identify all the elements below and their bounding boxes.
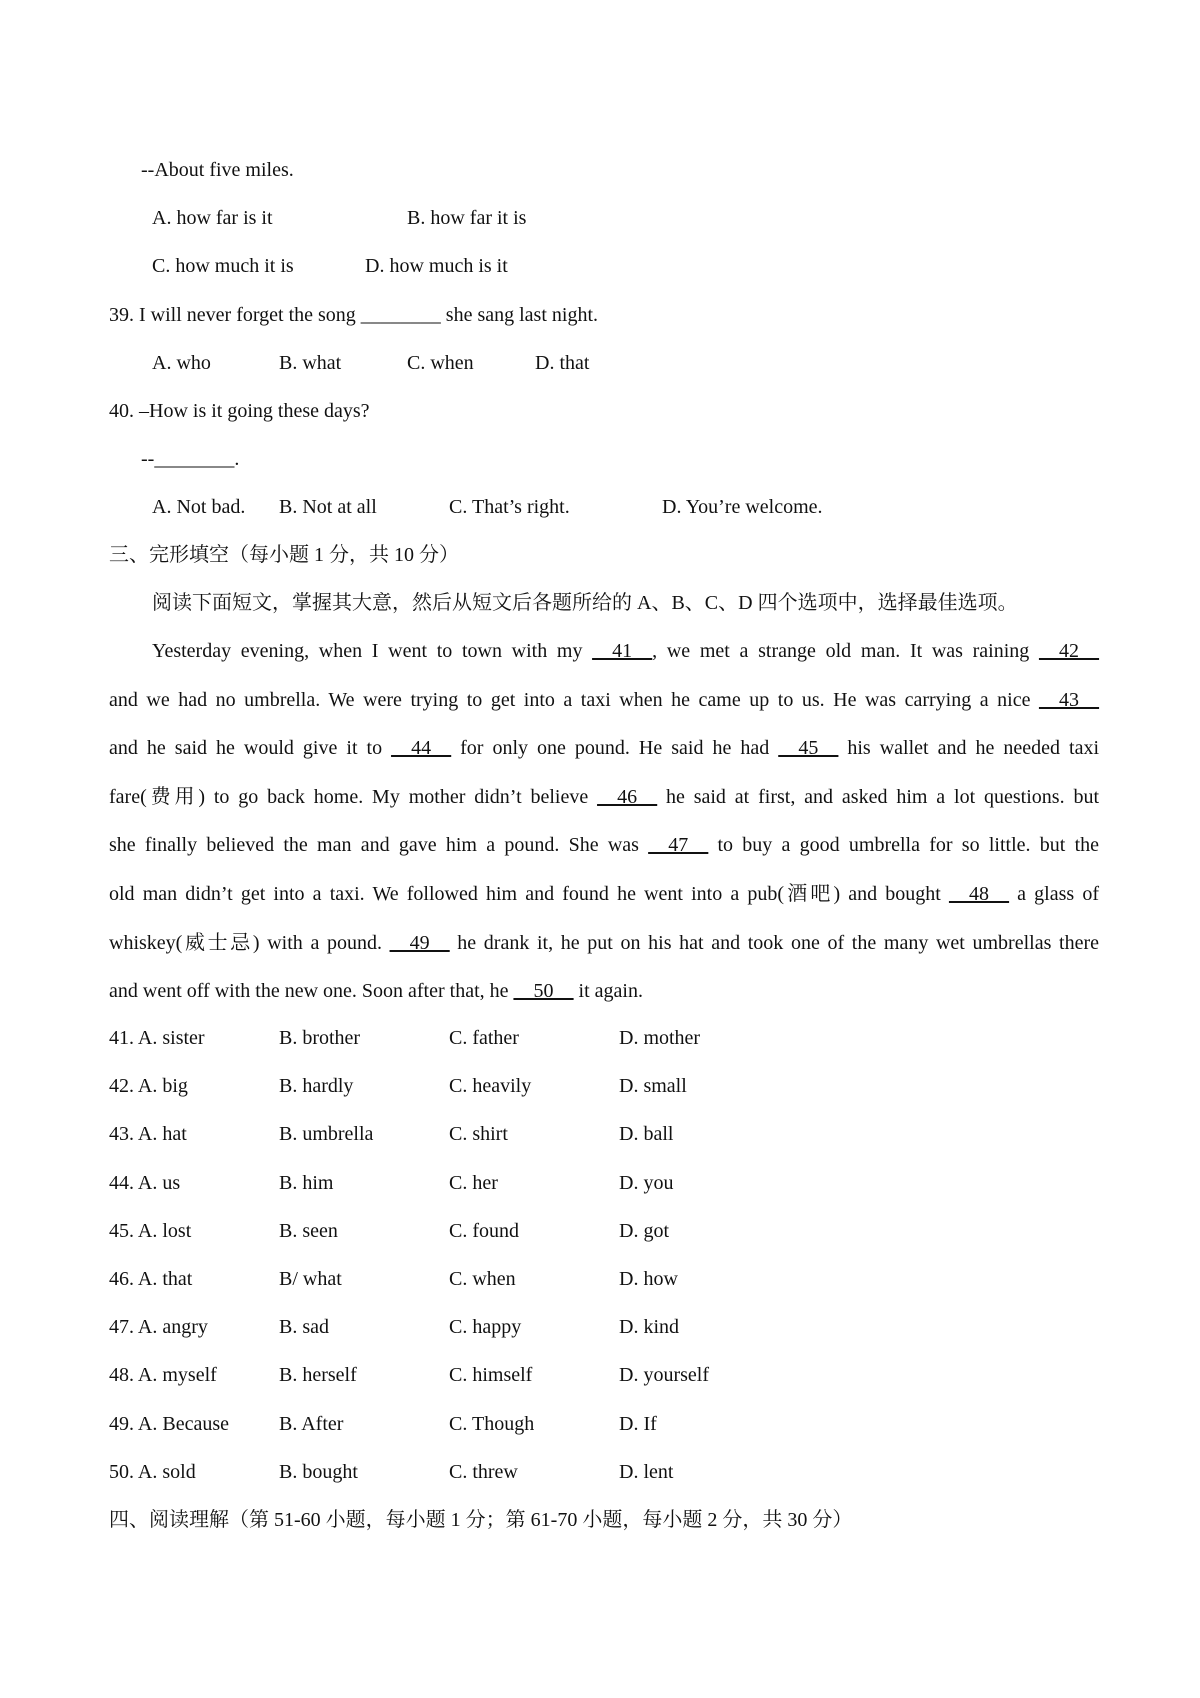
cloze-option-d: D. If [619, 1412, 657, 1435]
question-number: 42. [109, 1075, 134, 1098]
cloze-option-c: C. Though [449, 1412, 535, 1435]
blank-44: __44__ [391, 737, 452, 760]
cloze-option-b: B/ what [279, 1268, 342, 1290]
question-number: 45. [109, 1219, 134, 1242]
passage-line: old man didn’t get into a taxi. We followed him and found he went into a pub(酒吧) and bought __48__ a glass of [109, 882, 1099, 905]
cloze-option-c: C. found [449, 1219, 519, 1242]
q39-option-b: B. what [279, 352, 342, 374]
cloze-option-d: D. how [619, 1268, 678, 1290]
cloze-option-b: B. brother [279, 1027, 361, 1049]
cloze-option-c: C. shirt [449, 1123, 508, 1146]
q39-option-a: A. who [152, 352, 211, 374]
cloze-option-c: C. father [449, 1027, 519, 1049]
q39-stem: 39. I will never forget the song ________ she sang last night. [109, 304, 599, 326]
passage-line: and we had no umbrella. We were trying to get into a taxi when he came up to us. He was carrying a nice __43__ [109, 688, 1099, 711]
cloze-option-b: B. hardly [279, 1075, 354, 1098]
passage-line: whiskey(威士忌) with a pound. __49__ he drank it, he put on his hat and took one of the many wet umbrellas there [109, 931, 1099, 954]
cloze-option-d: D. got [619, 1219, 669, 1242]
cloze-option-b: B. herself [279, 1364, 357, 1387]
question-number: 44. [109, 1171, 134, 1194]
cloze-option-d: D. yourself [619, 1364, 709, 1387]
cloze-option-c: C. heavily [449, 1075, 532, 1098]
section4-heading: 四、阅读理解（第 51-60 小题，每小题 1 分；第 61-70 小题，每小题 2 分，共 30 分） [109, 1509, 853, 1531]
q40-stem: 40. –How is it going these days? [109, 400, 370, 422]
cloze-option-a: 43. A. hat [109, 1123, 187, 1146]
blank-49: __49__ [389, 931, 450, 954]
question-number: 46. [109, 1268, 134, 1290]
q39-option-c: C. when [407, 352, 474, 374]
cloze-option-c: C. himself [449, 1364, 533, 1387]
cloze-option-b: B. him [279, 1171, 334, 1194]
blank-42: __42__ [1039, 640, 1099, 662]
q40-option-b: B. Not at all [279, 496, 377, 518]
cloze-option-a: 41. A. sister [109, 1027, 205, 1049]
passage-line: Yesterday evening, when I went to town with my __41__, we met a strange old man. It was raining __42__ [152, 640, 1099, 662]
cloze-option-b: B. umbrella [279, 1123, 374, 1146]
blank-43: __43__ [1039, 688, 1099, 711]
cloze-option-d: D. ball [619, 1123, 674, 1146]
q40-reply: --________. [141, 448, 240, 470]
question-number: 49. [109, 1412, 134, 1435]
section3-heading: 三、完形填空（每小题 1 分，共 10 分） [109, 544, 459, 566]
blank-47: __47__ [648, 834, 709, 857]
q38-option-d: D. how much is it [365, 255, 508, 277]
blank-46: __46__ [597, 785, 658, 808]
question-number: 50. [109, 1460, 134, 1483]
section3-instruction: 阅读下面短文，掌握其大意，然后从短文后各题所给的 A、B、C、D 四个选项中，选择最佳选项。 [152, 592, 1018, 614]
cloze-option-a: 48. A. myself [109, 1364, 217, 1387]
cloze-option-a: 49. A. Because [109, 1412, 229, 1435]
passage-line: and he said he would give it to __44__ for only one pound. He said he had __45__ his wallet and he needed taxi [109, 737, 1100, 760]
cloze-option-a: 46. A. that [109, 1268, 193, 1290]
cloze-passage [109, 639, 1099, 1028]
cloze-option-d: D. you [619, 1171, 674, 1194]
q40-option-d: D. You’re welcome. [662, 496, 823, 518]
cloze-option-a: 50. A. sold [109, 1460, 196, 1483]
q38-option-b: B. how far it is [407, 207, 527, 229]
question-number: 43. [109, 1123, 134, 1146]
cloze-option-b: B. After [279, 1412, 344, 1435]
cloze-option-c: C. when [449, 1268, 516, 1290]
cloze-option-d: D. small [619, 1075, 687, 1098]
cloze-option-d: D. kind [619, 1316, 679, 1339]
cloze-option-b: B. bought [279, 1460, 358, 1483]
cloze-option-a: 45. A. lost [109, 1219, 192, 1242]
q40-option-a: A. Not bad. [152, 496, 246, 518]
cloze-option-d: D. mother [619, 1027, 701, 1049]
question-number: 48. [109, 1364, 134, 1387]
q39-option-d: D. that [535, 352, 590, 374]
q38-answer-prompt: --About five miles. [141, 159, 294, 181]
cloze-option-d: D. lent [619, 1460, 674, 1483]
passage-line: she finally believed the man and gave him a pound. She was __47__ to buy a good umbrella for so little. but the [109, 834, 1099, 857]
blank-41: __41__ [592, 640, 653, 662]
cloze-option-a: 44. A. us [109, 1171, 181, 1194]
passage-line: and went off with the new one. Soon after that, he __50__ it again. [109, 980, 643, 1003]
question-number: 41. [109, 1027, 134, 1049]
cloze-option-c: C. threw [449, 1460, 518, 1483]
question-number: 47. [109, 1316, 134, 1339]
blank-50: __50__ [513, 980, 574, 1003]
q38-option-c: C. how much it is [152, 255, 294, 277]
blank-48: __48__ [949, 882, 1010, 905]
cloze-option-b: B. sad [279, 1316, 329, 1339]
q40-option-c: C. That’s right. [449, 496, 570, 518]
passage-line: fare(费用) to go back home. My mother didn’t believe __46__ he said at first, and asked him a lot questions. but [109, 785, 1099, 808]
cloze-option-a: 47. A. angry [109, 1316, 208, 1339]
cloze-option-a: 42. A. big [109, 1075, 188, 1098]
blank-45: __45__ [778, 737, 839, 760]
q38-option-a: A. how far is it [152, 207, 273, 229]
cloze-option-b: B. seen [279, 1219, 338, 1242]
cloze-option-c: C. her [449, 1171, 498, 1194]
cloze-option-c: C. happy [449, 1316, 522, 1339]
